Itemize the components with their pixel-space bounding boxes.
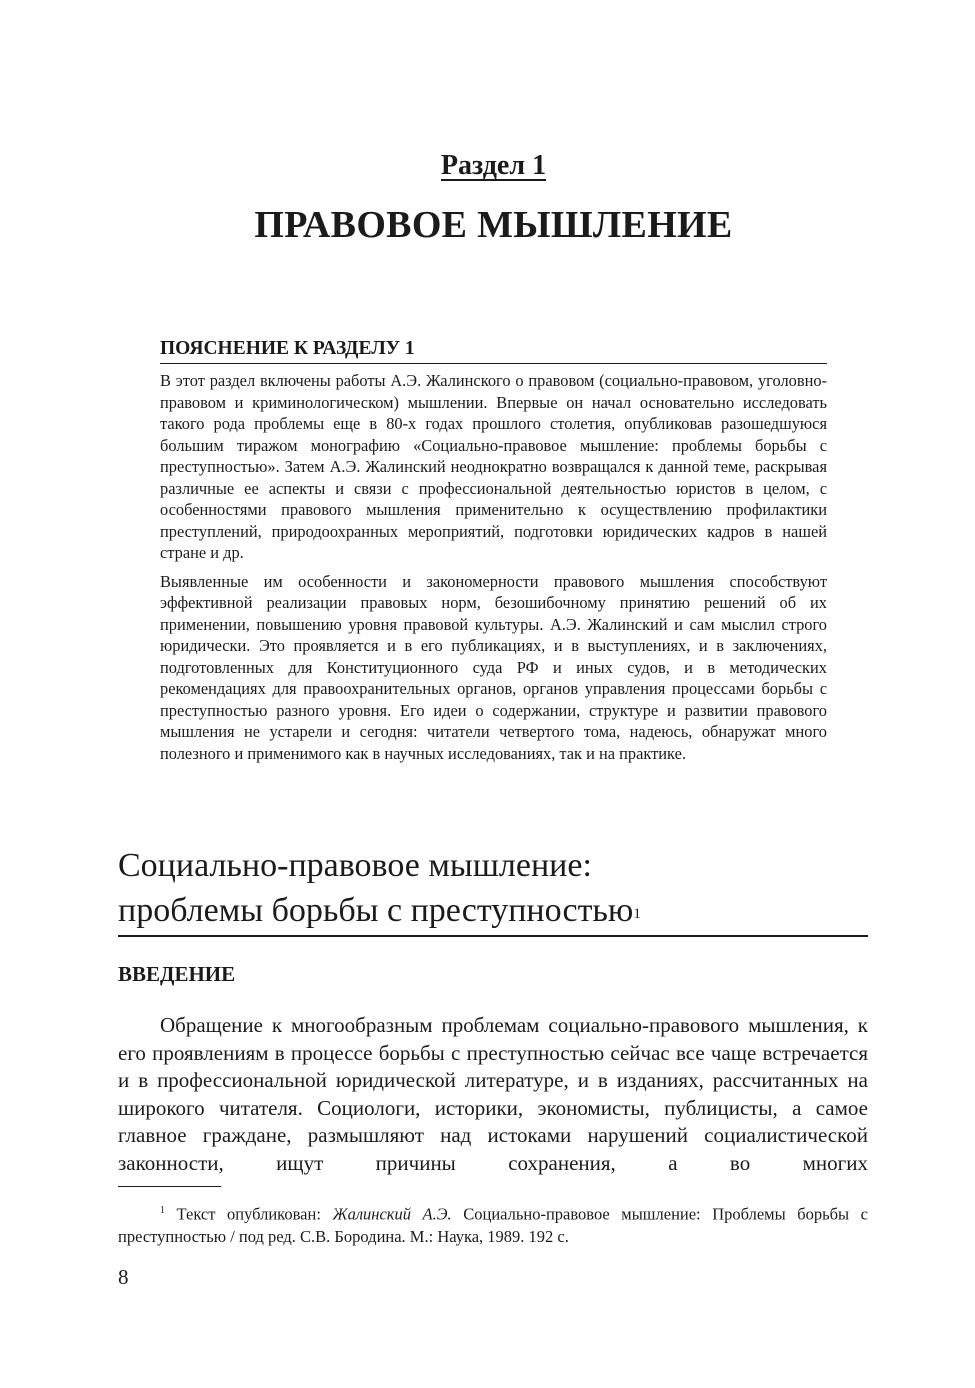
footnote-citation: Социально-правовое мышление: Проблемы борьбы с преступностью / под ред. С.В. Бородина. М.: Наука, 1989. 192 с.: [118, 1204, 868, 1246]
note-paragraph: Выявленные им особенности и закономерности правового мышления способствуют эффективной реализации правовых норм, безошибочному принятию решений об их применении, повышению уровня правовой культуры. А.Э. Жалинский и сам мыслил строго юридически. Это проявляется и в его публикациях, и в выступлениях, и в заключениях, подготовленных для Конституционного суда РФ и иных судов, и в методических рекомендациях для правоохранительных органов, органов управления процессами борьбы с преступностью разного уровня. Его идеи о содержании, структуре и развитии правового мышления не устарели и сегодня: читатели четвертого тома, надеюсь, обнаружат много полезного и применимого как в научных исследованиях, так и на практике.: [160, 571, 827, 763]
section-label: Раздел 1: [440, 150, 547, 181]
section-note: [160, 337, 827, 764]
footnote-divider: [118, 1186, 221, 1187]
footnote-prefix: Текст опубликован:: [176, 1204, 321, 1224]
note-heading: ПОЯСНЕНИЕ К РАЗДЕЛУ 1: [160, 337, 827, 364]
chapter-title-line2: проблемы борьбы с преступностью: [118, 892, 634, 929]
intro-paragraph: Обращение к многообразным проблемам социально-правового мышления, к его проявлениям в процессе борьбы с преступностью сейчас все чаще встречается и в профессиональной юридической литературе, и в изданиях, рассчитанных на широкого читателя. Социологи, историки, экономисты, публицисты, а самое главное граждане, размышляют над истоками нарушений социалистической законности, ищут причины сохранения, а во многих: [118, 1013, 868, 1175]
section-title: ПРАВОВОЕ МЫШЛЕНИЕ: [254, 204, 733, 246]
footnote-mark: 1: [160, 1205, 165, 1216]
footnote-author: Жалинский А.Э.: [332, 1204, 452, 1224]
footnote-reference[interactable]: 1: [633, 906, 641, 922]
intro-heading: ВВЕДЕНИЕ: [118, 962, 236, 986]
page-number: 8: [118, 1265, 129, 1289]
footnote: [118, 1200, 868, 1248]
chapter-title-line1: Социально-правовое мышление:: [118, 847, 592, 884]
chapter-title: [118, 843, 868, 937]
note-paragraph: В этот раздел включены работы А.Э. Жалинского о правовом (социально-правовом, уголовно-правовом и криминологическом) мышлении. Впервые он начал основательно исследовать такого рода проблемы еще в 80-х годах прошлого столетия, опубликовав разошедшуюся большим тиражом монографию «Социально-правовое мышление: проблемы борьбы с преступностью». Затем А.Э. Жалинский неоднократно возвращался к данной теме, раскрывая различные ее аспекты и связи с профессиональной деятельностью юристов в целом, с особенностями правового мышления применительно к осуществлению профилактики преступлений, природоохранных мероприятий, подготовки юридических кадров в нашей стране и др.: [160, 371, 827, 562]
